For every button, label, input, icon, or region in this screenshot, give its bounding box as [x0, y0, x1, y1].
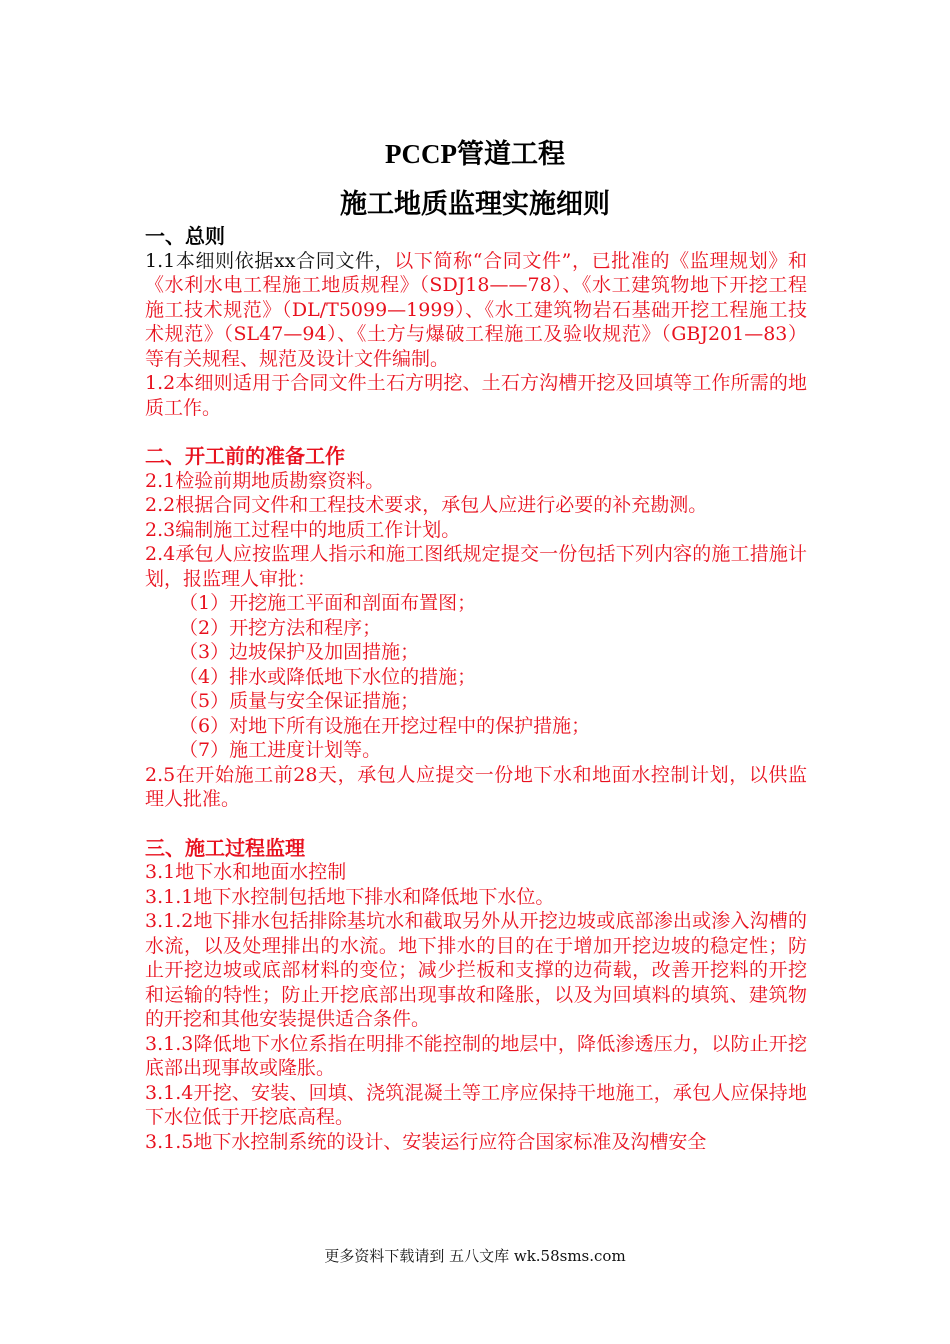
paragraph-2-4: 2.4承包人应按监理人指示和施工图纸规定提交一份包括下列内容的施工措施计划，报监理人审批： — [145, 543, 807, 590]
list-item: （2）开挖方法和程序； — [179, 616, 382, 639]
paragraph-2-2: 2.2根据合同文件和工程技术要求，承包人应进行必要的补充勘测。 — [145, 494, 708, 516]
paragraph-1-2: 1.2本细则适用于合同文件土石方明挖、土石方沟槽开挖及回填等工作所需的地质工作。 — [145, 372, 807, 419]
paragraph-2-1: 2.1检验前期地质勘察资料。 — [145, 469, 385, 492]
list-item: （6）对地下所有设施在开挖过程中的保护措施； — [179, 714, 591, 737]
list-item: （3）边坡保护及加固措施； — [179, 641, 420, 663]
paragraph-1-1-rest: 以下简称“合同文件”，已批准的《监理规划》和《水利水电工程施工地质规程》（SDJ18——78）、《水工建筑物地下开挖工程施工技术规范》（DL/T5099—1999）、《水工建筑物岩石基础开挖工程施工技术规范》（SL47—94）、《土方与爆破工程施工及验收规范》（GBJ201—83）等有关规程、规范及设计文件编制。 — [145, 249, 807, 370]
paragraph-3-1-2: 3.1.2地下排水包括排除基坑水和截取另外从开挖边坡或底部渗出或渗入沟槽的水流，以及处理排出的水流。地下排水的目的在于增加开挖边坡的稳定性；防止开挖边坡或底部材料的变位；减少拦板和支撑的边荷载，改善开挖料的开挖和运输的特性；防止开挖底部出现事故和隆胀，以及为回填料的填筑、建筑物的开挖和其他安装提供适合条件。 — [145, 910, 807, 1030]
paragraph-2-5: 2.5在开始施工前28天，承包人应提交一份地下水和地面水控制计划，以供监理人批准。 — [145, 763, 807, 810]
paragraph-3-1-3: 3.1.3降低地下水位系指在明排不能控制的地层中，降低渗透压力，以防止开挖底部出现事故或隆胀。 — [145, 1032, 807, 1079]
document-body — [145, 224, 807, 1154]
document-subtitle: 施工地质监理实施细则 — [340, 189, 610, 219]
section-heading-1: 一、总则 — [145, 224, 225, 248]
paragraph-1-1 — [145, 249, 807, 372]
document-title: PCCP管道工程 — [385, 139, 565, 169]
paragraph-3-1-5: 3.1.5地下水控制系统的设计、安装运行应符合国家标准及沟槽安全 — [145, 1130, 707, 1153]
paragraph-3-1-4: 3.1.4开挖、安装、回填、浇筑混凝土等工序应保持干地施工，承包人应保持地下水位低于开挖底高程。 — [145, 1081, 807, 1128]
paragraph-2-3: 2.3编制施工过程中的地质工作计划。 — [145, 518, 461, 541]
list-item: （1）开挖施工平面和剖面布置图； — [179, 592, 477, 614]
paragraph-1-1-lead: 1.1本细则依据xx合同文件， — [145, 249, 395, 272]
list-item: （4）排水或降低地下水位的措施； — [179, 665, 477, 688]
paragraph-3-1: 3.1地下水和地面水控制 — [145, 861, 347, 883]
section-heading-2: 二、开工前的准备工作 — [145, 444, 345, 468]
section-heading-3: 三、施工过程监理 — [145, 835, 305, 860]
paragraph-3-1-1: 3.1.1地下水控制包括地下排水和降低地下水位。 — [145, 885, 555, 908]
list-item: （5）质量与安全保证措施； — [179, 690, 420, 712]
list-item: （7）施工进度计划等。 — [179, 739, 382, 761]
footer-link[interactable]: 更多资料下载请到 五八文库 wk.58sms.com — [324, 1247, 626, 1265]
